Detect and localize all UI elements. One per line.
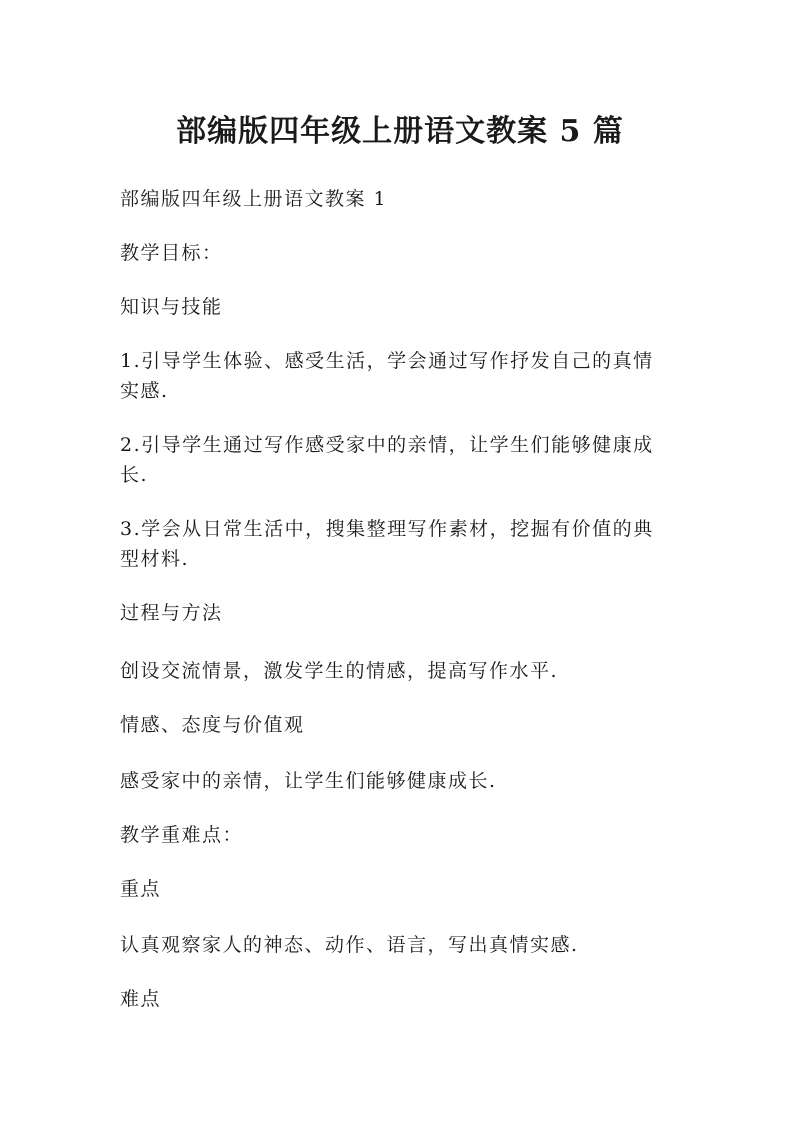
paragraph: 创设交流情景，激发学生的情感，提高写作水平. xyxy=(120,660,559,682)
paragraph: 难点 xyxy=(120,988,162,1010)
paragraph: 重点 xyxy=(120,878,162,900)
document-title: 部编版四年级上册语文教案 5 篇 xyxy=(176,114,624,149)
section-heading: 部编版四年级上册语文教案 1 xyxy=(120,188,388,210)
paragraph: 情感、态度与价值观 xyxy=(120,714,305,736)
paragraph: 1.引导学生体验、感受生活，学会通过写作抒发自己的真情实感. xyxy=(120,350,654,402)
paragraph: 知识与技能 xyxy=(120,296,223,318)
paragraph: 教学目标： xyxy=(120,242,223,264)
paragraph: 过程与方法 xyxy=(120,602,223,624)
paragraph: 2.引导学生通过写作感受家中的亲情，让学生们能够健康成长. xyxy=(120,434,654,486)
paragraph: 教学重难点： xyxy=(120,824,244,846)
paragraph: 感受家中的亲情，让学生们能够健康成长. xyxy=(120,770,497,792)
paragraph: 3.学会从日常生活中，搜集整理写作素材，挖掘有价值的典型材料. xyxy=(120,518,654,570)
paragraph: 认真观察家人的神态、动作、语言，写出真情实感. xyxy=(120,934,579,956)
